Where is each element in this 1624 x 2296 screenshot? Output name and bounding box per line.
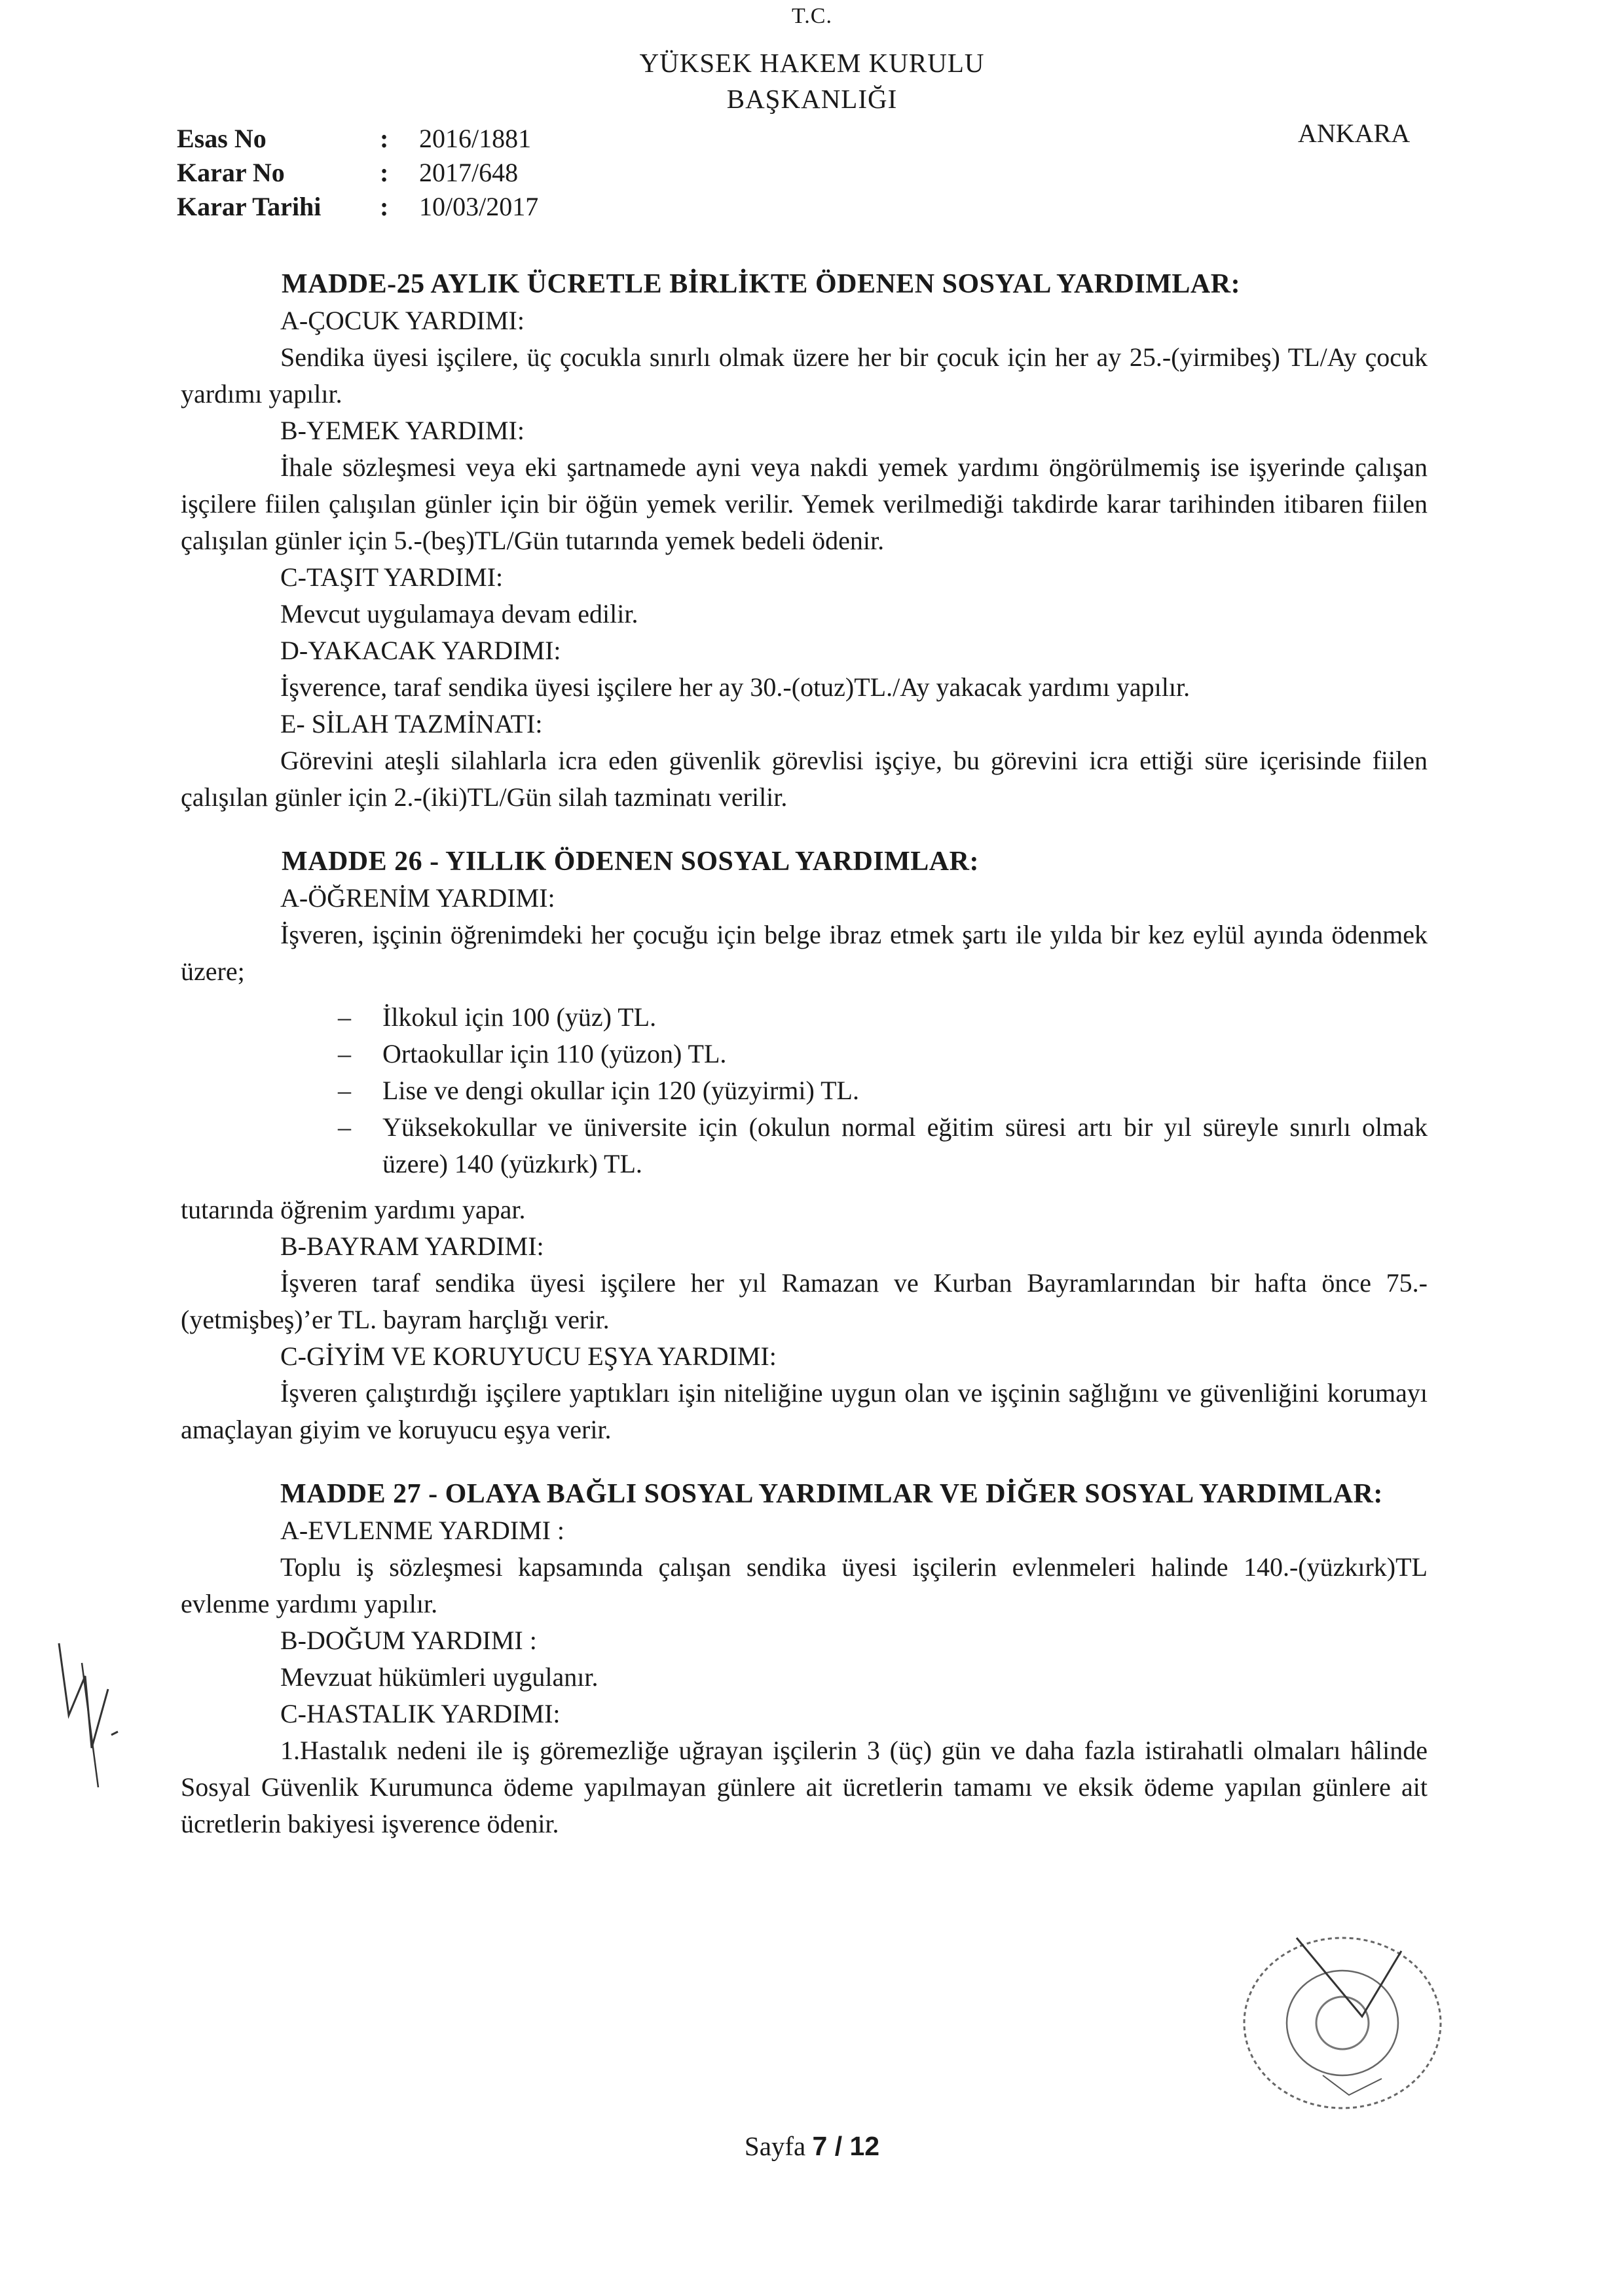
list-item-text: Lise ve dengi okullar için 120 (yüzyirmi) TL. [382,1076,859,1105]
article-25-b-title: B-YEMEK YARDIMI: [280,416,525,445]
article-26-a-after: tutarında öğrenim yardımı yapar. [181,1195,526,1224]
article-27-heading: MADDE 27 - OLAYA BAĞLI SOSYAL YARDIMLAR VE DİĞER SOSYAL YARDIMLAR: [280,1479,1383,1509]
list-dash: – [338,1112,351,1142]
article-25-b-text: İhale sözleşmesi veya eki şartnamede ayni veya nakdi yemek yardımı öngörülmemiş ise işyerinde çalışan işçilere fiilen çalışılan günler için bir öğün yemek verilir. Yemek verilmediği takdirde karar tarihinden itibaren fiilen çalışılan günler için 5.-(beş)TL/Gün tutarında yemek bedeli ödenir. [181,452,1428,555]
list-dash: – [338,1002,351,1032]
footer-prefix: Sayfa [744,2131,806,2161]
education-aid-list [181,999,1428,1182]
article-25-e-text: Görevini ateşli silahlarla icra eden güvenlik görevlisi işçiye, bu görevini icra ettiği süre içerisinde fiilen çalışılan günler için 2.-(iki)TL/Gün silah tazminatı verilir. [181,746,1428,812]
article-27-b-title: B-DOĞUM YARDIMI : [280,1626,537,1655]
header-department: BAŞKANLIĞI [726,84,898,114]
page-number: 7 / 12 [812,2131,880,2161]
header-country: T.C. [792,4,832,28]
meta-karar-value: 2017/648 [419,158,519,187]
article-25-d-text: İşverence, taraf sendika üyesi işçilere her ay 30.-(otuz)TL./Ay yakacak yardımı yapılır. [280,672,1190,702]
list-dash: – [338,1076,351,1105]
article-26-c-text: İşveren çalıştırdığı işçilere yaptıkları işin niteliğine uygun olan ve işçinin sağlığını ve güvenliğini korumayı amaçlayan giyim ve koruyucu eşya verir. [181,1378,1428,1444]
article-25-c-text: Mevcut uygulamaya devam edilir. [280,599,638,629]
article-27-c-title: C-HASTALIK YARDIMI: [280,1699,561,1728]
list-item [181,1072,1428,1109]
meta-colon: : [380,192,389,221]
meta-tarih-label: Karar Tarihi [177,192,322,221]
article-27-c-text: 1.Hastalık nedeni ile iş göremezliğe uğrayan işçilerin 3 (üç) gün ve daha fazla istirahatli olmaları hâlinde Sosyal Güvenlik Kurumunca ödeme yapılmayan günlere ait ücretlerin tamamı ve eksik ödeme yapılan günlere ait ücretlerin bakiyesi işverence ödenir. [181,1736,1428,1838]
article-25-a-text: Sendika üyesi işçilere, üç çocukla sınırlı olmak üzere her bir çocuk için her ay 25.-(yirmibeş) TL/Ay çocuk yardımı yapılır. [181,342,1428,409]
article-25-e-title: E- SİLAH TAZMİNATI: [280,709,543,738]
article-25-heading: MADDE-25 AYLIK ÜCRETLE BİRLİKTE ÖDENEN SOSYAL YARDIMLAR: [282,269,1241,299]
official-stamp [1211,1912,1500,2121]
page-footer [0,2130,1624,2162]
meta-esas-value: 2016/1881 [419,124,532,153]
article-25-a-title: A-ÇOCUK YARDIMI: [280,306,525,335]
signature-initials [46,1637,124,1807]
meta-tarih-row [0,190,786,224]
article-27-b-text: Mevzuat hükümleri uygulanır. [280,1662,599,1692]
list-item [181,999,1428,1036]
list-item-text: İlkokul için 100 (yüz) TL. [382,1002,657,1032]
article-26-a-title: A-ÖĞRENİM YARDIMI: [280,883,555,913]
article-26-c-title: C-GİYİM VE KORUYUCU EŞYA YARDIMI: [280,1341,777,1371]
list-item [181,1036,1428,1072]
list-item-text: Ortaokullar için 110 (yüzon) TL. [382,1039,727,1068]
list-item [181,1109,1428,1182]
meta-karar-row [0,156,786,190]
meta-karar-label: Karar No [177,158,285,187]
header-city: ANKARA [1298,118,1411,148]
meta-colon: : [380,158,389,187]
article-25-c-title: C-TAŞIT YARDIMI: [280,562,504,592]
article-26-a-text: İşveren, işçinin öğrenimdeki her çocuğu için belge ibraz etmek şartı ile yılda bir kez eylül ayında ödenmek üzere; [181,920,1428,986]
header-institution: YÜKSEK HAKEM KURULU [639,48,985,78]
case-meta [0,122,786,233]
article-26-b-title: B-BAYRAM YARDIMI: [280,1231,544,1261]
article-26-b-text: İşveren taraf sendika üyesi işçilere her yıl Ramazan ve Kurban Bayramlarından bir hafta önce 75.-(yetmişbeş)’er TL. bayram harçlığı verir. [181,1268,1428,1334]
document-body [181,266,1428,1842]
article-26-heading: MADDE 26 - YILLIK ÖDENEN SOSYAL YARDIMLAR: [282,847,979,877]
article-27-a-text: Toplu iş sözleşmesi kapsamında çalışan sendika üyesi işçilerin evlenmeleri halinde 140.-(yüzkırk)TL evlenme yardımı yapılır. [181,1552,1428,1618]
article-27-a-title: A-EVLENME YARDIMI : [280,1516,565,1545]
list-item-text: Yüksekokullar ve üniversite için (okulun normal eğitim süresi artı bir yıl süreyle sınırlı olmak üzere) 140 (yüzkırk) TL. [382,1112,1428,1178]
meta-esas-label: Esas No [177,124,267,153]
article-25-d-title: D-YAKACAK YARDIMI: [280,636,561,665]
list-dash: – [338,1039,351,1068]
meta-esas-row [0,122,786,156]
meta-colon: : [380,124,389,153]
meta-tarih-value: 10/03/2017 [419,192,539,221]
